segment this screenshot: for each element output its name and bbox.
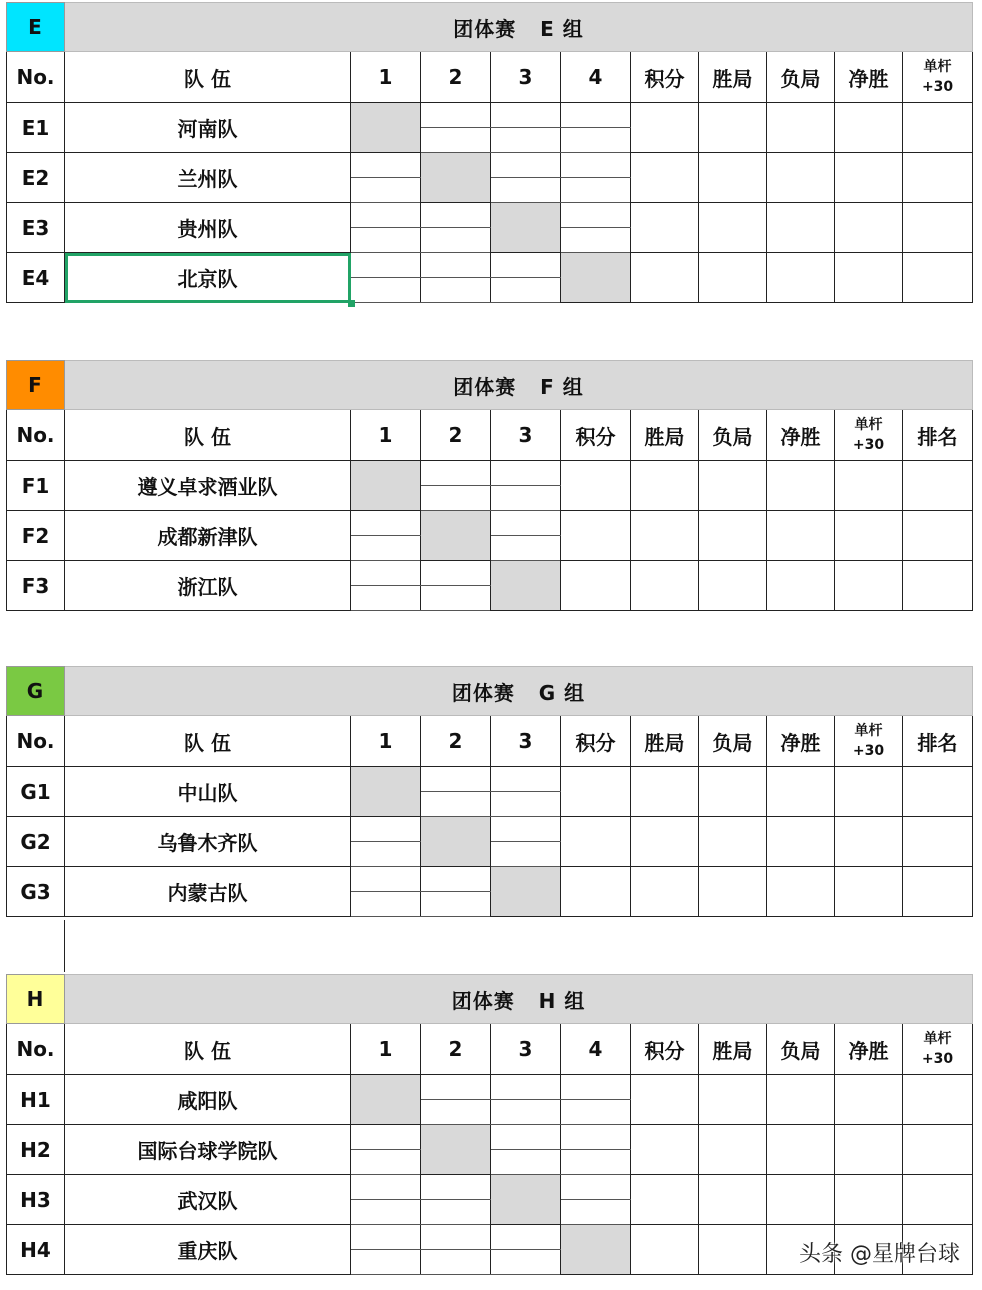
- column-header[interactable]: 净胜: [835, 1024, 903, 1075]
- team-row: [7, 253, 973, 278]
- match-score-cell[interactable]: [421, 228, 491, 253]
- match-score-cell[interactable]: [561, 1100, 631, 1125]
- match-score-cell[interactable]: [561, 1175, 631, 1200]
- match-score-cell[interactable]: [561, 128, 631, 153]
- self-match-cell[interactable]: [351, 103, 421, 153]
- stat-cell[interactable]: [561, 561, 631, 611]
- stat-cell[interactable]: [699, 1125, 767, 1175]
- match-score-cell[interactable]: [561, 1075, 631, 1100]
- stat-cell[interactable]: [835, 461, 903, 511]
- column-header[interactable]: 3: [491, 410, 561, 461]
- stat-cell[interactable]: [699, 817, 767, 867]
- team-number[interactable]: H2: [7, 1125, 65, 1175]
- match-score-cell[interactable]: [421, 586, 491, 611]
- match-score-cell[interactable]: [421, 1200, 491, 1225]
- stat-cell[interactable]: [835, 253, 903, 303]
- team-name[interactable]: 国际台球学院队: [65, 1125, 351, 1175]
- column-header[interactable]: No.: [7, 52, 65, 103]
- match-score-cell[interactable]: [351, 561, 421, 586]
- stat-cell[interactable]: [699, 253, 767, 303]
- match-score-cell[interactable]: [491, 153, 561, 178]
- stat-cell[interactable]: [767, 867, 835, 917]
- stat-cell[interactable]: [631, 103, 699, 153]
- team-row: [7, 817, 973, 842]
- team-name[interactable]: 兰州队: [65, 153, 351, 203]
- column-header[interactable]: 排名: [903, 716, 973, 767]
- team-name[interactable]: 武汉队: [65, 1175, 351, 1225]
- stat-cell[interactable]: [767, 1175, 835, 1225]
- column-header[interactable]: 2: [421, 716, 491, 767]
- column-header[interactable]: No.: [7, 1024, 65, 1075]
- match-score-cell[interactable]: [491, 103, 561, 128]
- stat-cell[interactable]: [903, 1175, 973, 1225]
- match-score-cell[interactable]: [421, 128, 491, 153]
- stat-cell[interactable]: [561, 867, 631, 917]
- team-name[interactable]: 中山队: [65, 767, 351, 817]
- column-header[interactable]: 1: [351, 410, 421, 461]
- stat-cell[interactable]: [835, 1125, 903, 1175]
- stat-cell[interactable]: [903, 561, 973, 611]
- self-match-cell[interactable]: [351, 1075, 421, 1125]
- match-score-cell[interactable]: [561, 228, 631, 253]
- stat-cell[interactable]: [699, 1075, 767, 1125]
- group-f-table: [6, 360, 972, 611]
- stat-cell[interactable]: [631, 1075, 699, 1125]
- match-score-cell[interactable]: [491, 1150, 561, 1175]
- match-score-cell[interactable]: [421, 203, 491, 228]
- stat-cell[interactable]: [631, 1175, 699, 1225]
- stat-cell[interactable]: [835, 817, 903, 867]
- team-number[interactable]: F1: [7, 461, 65, 511]
- match-score-cell[interactable]: [351, 203, 421, 228]
- column-header[interactable]: 负局: [767, 52, 835, 103]
- team-number[interactable]: H1: [7, 1075, 65, 1125]
- group-code[interactable]: H: [7, 975, 65, 1024]
- team-row: [7, 867, 973, 892]
- group-title[interactable]: 团体赛 E 组: [65, 3, 973, 52]
- column-header[interactable]: 单杆 +30: [903, 1024, 973, 1075]
- stat-cell[interactable]: [903, 103, 973, 153]
- team-name[interactable]: 北京队: [65, 253, 351, 303]
- match-score-cell[interactable]: [491, 792, 561, 817]
- team-row: [7, 203, 973, 228]
- column-header[interactable]: 负局: [699, 716, 767, 767]
- team-row: [7, 561, 973, 586]
- stat-cell[interactable]: [631, 153, 699, 203]
- team-row: [7, 103, 973, 128]
- match-score-cell[interactable]: [351, 892, 421, 917]
- stat-cell[interactable]: [903, 203, 973, 253]
- match-score-cell[interactable]: [421, 1175, 491, 1200]
- team-number[interactable]: H4: [7, 1225, 65, 1275]
- match-score-cell[interactable]: [351, 586, 421, 611]
- stat-cell[interactable]: [903, 867, 973, 917]
- match-score-cell[interactable]: [491, 817, 561, 842]
- stat-cell[interactable]: [767, 511, 835, 561]
- match-score-cell[interactable]: [421, 767, 491, 792]
- match-score-cell[interactable]: [491, 1075, 561, 1100]
- stat-cell[interactable]: [903, 461, 973, 511]
- match-score-cell[interactable]: [491, 128, 561, 153]
- stat-cell[interactable]: [767, 767, 835, 817]
- stat-cell[interactable]: [699, 561, 767, 611]
- team-row: [7, 1175, 973, 1200]
- column-header[interactable]: 负局: [699, 410, 767, 461]
- stat-cell[interactable]: [903, 817, 973, 867]
- team-name[interactable]: 咸阳队: [65, 1075, 351, 1125]
- stat-cell[interactable]: [699, 203, 767, 253]
- match-score-cell[interactable]: [421, 1225, 491, 1250]
- team-number[interactable]: F2: [7, 511, 65, 561]
- match-score-cell[interactable]: [491, 1225, 561, 1250]
- match-score-cell[interactable]: [421, 278, 491, 303]
- stat-cell[interactable]: [699, 461, 767, 511]
- self-match-cell[interactable]: [421, 511, 491, 561]
- match-score-cell[interactable]: [421, 1100, 491, 1125]
- column-header[interactable]: No.: [7, 410, 65, 461]
- stat-cell[interactable]: [767, 103, 835, 153]
- match-score-cell[interactable]: [351, 1200, 421, 1225]
- column-header[interactable]: 1: [351, 52, 421, 103]
- match-score-cell[interactable]: [421, 1250, 491, 1275]
- team-name[interactable]: 内蒙古队: [65, 867, 351, 917]
- team-name[interactable]: 河南队: [65, 103, 351, 153]
- stat-cell[interactable]: [631, 511, 699, 561]
- stat-cell[interactable]: [835, 1075, 903, 1125]
- match-score-cell[interactable]: [351, 1125, 421, 1150]
- stat-cell[interactable]: [631, 1125, 699, 1175]
- group-code[interactable]: F: [7, 361, 65, 410]
- stat-cell[interactable]: [903, 1075, 973, 1125]
- column-header[interactable]: 队 伍: [65, 716, 351, 767]
- stat-cell[interactable]: [699, 867, 767, 917]
- match-score-cell[interactable]: [351, 1175, 421, 1200]
- column-header[interactable]: 净胜: [767, 716, 835, 767]
- column-header[interactable]: No.: [7, 716, 65, 767]
- column-header[interactable]: 胜局: [631, 716, 699, 767]
- stat-cell[interactable]: [835, 153, 903, 203]
- match-score-cell[interactable]: [351, 817, 421, 842]
- self-match-cell[interactable]: [491, 203, 561, 253]
- stat-cell[interactable]: [699, 103, 767, 153]
- column-header[interactable]: 积分: [561, 716, 631, 767]
- stat-cell[interactable]: [767, 461, 835, 511]
- match-score-cell[interactable]: [561, 1150, 631, 1175]
- match-score-cell[interactable]: [421, 1075, 491, 1100]
- column-header[interactable]: 4: [561, 52, 631, 103]
- match-score-cell[interactable]: [561, 103, 631, 128]
- team-number[interactable]: E4: [7, 253, 65, 303]
- team-name[interactable]: 贵州队: [65, 203, 351, 253]
- match-score-cell[interactable]: [561, 203, 631, 228]
- match-score-cell[interactable]: [351, 867, 421, 892]
- match-score-cell[interactable]: [351, 178, 421, 203]
- column-header[interactable]: 队 伍: [65, 410, 351, 461]
- team-number[interactable]: E2: [7, 153, 65, 203]
- column-header[interactable]: 队 伍: [65, 1024, 351, 1075]
- column-header[interactable]: 1: [351, 716, 421, 767]
- match-score-cell[interactable]: [491, 461, 561, 486]
- stat-cell[interactable]: [561, 767, 631, 817]
- stat-cell[interactable]: [835, 1175, 903, 1225]
- stat-cell[interactable]: [767, 203, 835, 253]
- team-name[interactable]: 重庆队: [65, 1225, 351, 1275]
- stat-cell[interactable]: [631, 867, 699, 917]
- team-number[interactable]: F3: [7, 561, 65, 611]
- stat-cell[interactable]: [631, 461, 699, 511]
- stat-cell[interactable]: [631, 561, 699, 611]
- group-code[interactable]: E: [7, 3, 65, 52]
- match-score-cell[interactable]: [561, 1200, 631, 1225]
- stat-cell[interactable]: [835, 867, 903, 917]
- gap-divider: [64, 920, 65, 972]
- group-g-table: [6, 666, 972, 917]
- team-number[interactable]: E1: [7, 103, 65, 153]
- match-score-cell[interactable]: [491, 842, 561, 867]
- column-header[interactable]: 2: [421, 410, 491, 461]
- column-header[interactable]: 4: [561, 1024, 631, 1075]
- match-score-cell[interactable]: [491, 1125, 561, 1150]
- stat-cell[interactable]: [561, 461, 631, 511]
- group-title[interactable]: 团体赛 H 组: [65, 975, 973, 1024]
- column-header[interactable]: 3: [491, 1024, 561, 1075]
- match-score-cell[interactable]: [491, 511, 561, 536]
- match-score-cell[interactable]: [351, 1225, 421, 1250]
- stat-cell[interactable]: [767, 817, 835, 867]
- match-score-cell[interactable]: [491, 486, 561, 511]
- column-header[interactable]: 单杆 +30: [835, 716, 903, 767]
- match-score-cell[interactable]: [351, 511, 421, 536]
- team-number[interactable]: H3: [7, 1175, 65, 1225]
- match-score-cell[interactable]: [421, 253, 491, 278]
- team-row: [7, 1125, 973, 1150]
- stat-cell[interactable]: [561, 511, 631, 561]
- team-number[interactable]: E3: [7, 203, 65, 253]
- stat-cell[interactable]: [903, 1125, 973, 1175]
- column-header[interactable]: 积分: [631, 1024, 699, 1075]
- match-score-cell[interactable]: [421, 461, 491, 486]
- team-name[interactable]: 成都新津队: [65, 511, 351, 561]
- team-row: [7, 511, 973, 536]
- column-header[interactable]: 2: [421, 52, 491, 103]
- match-score-cell[interactable]: [491, 536, 561, 561]
- stat-cell[interactable]: [767, 153, 835, 203]
- stat-cell[interactable]: [561, 817, 631, 867]
- stat-cell[interactable]: [699, 511, 767, 561]
- column-header[interactable]: 积分: [561, 410, 631, 461]
- column-header[interactable]: 排名: [903, 410, 973, 461]
- stat-cell[interactable]: [835, 203, 903, 253]
- column-header[interactable]: 负局: [767, 1024, 835, 1075]
- match-score-cell[interactable]: [421, 103, 491, 128]
- column-header[interactable]: 单杆 +30: [903, 52, 973, 103]
- stat-cell[interactable]: [903, 511, 973, 561]
- self-match-cell[interactable]: [491, 1175, 561, 1225]
- team-row: [7, 153, 973, 178]
- stat-cell[interactable]: [699, 153, 767, 203]
- match-score-cell[interactable]: [351, 228, 421, 253]
- team-name[interactable]: 遵义卓求酒业队: [65, 461, 351, 511]
- team-number[interactable]: G1: [7, 767, 65, 817]
- team-number[interactable]: G2: [7, 817, 65, 867]
- column-header[interactable]: 胜局: [699, 52, 767, 103]
- stat-cell[interactable]: [631, 817, 699, 867]
- team-name[interactable]: 乌鲁木齐队: [65, 817, 351, 867]
- stat-cell[interactable]: [767, 1125, 835, 1175]
- stat-cell[interactable]: [767, 561, 835, 611]
- match-score-cell[interactable]: [421, 486, 491, 511]
- stat-cell[interactable]: [699, 1225, 767, 1275]
- match-score-cell[interactable]: [421, 867, 491, 892]
- match-score-cell[interactable]: [421, 892, 491, 917]
- match-score-cell[interactable]: [351, 278, 421, 303]
- stat-cell[interactable]: [903, 153, 973, 203]
- column-header[interactable]: 3: [491, 52, 561, 103]
- column-header[interactable]: 2: [421, 1024, 491, 1075]
- match-score-cell[interactable]: [351, 153, 421, 178]
- match-score-cell[interactable]: [491, 767, 561, 792]
- match-score-cell[interactable]: [351, 842, 421, 867]
- column-header[interactable]: 净胜: [767, 410, 835, 461]
- self-match-cell[interactable]: [421, 153, 491, 203]
- self-match-cell[interactable]: [561, 253, 631, 303]
- stat-cell[interactable]: [767, 1075, 835, 1125]
- group-title[interactable]: 团体赛 F 组: [65, 361, 973, 410]
- column-header[interactable]: 净胜: [835, 52, 903, 103]
- group-title[interactable]: 团体赛 G 组: [65, 667, 973, 716]
- team-number[interactable]: G3: [7, 867, 65, 917]
- match-score-cell[interactable]: [351, 1150, 421, 1175]
- match-score-cell[interactable]: [561, 1125, 631, 1150]
- column-header[interactable]: 积分: [631, 52, 699, 103]
- match-score-cell[interactable]: [561, 153, 631, 178]
- match-score-cell[interactable]: [351, 536, 421, 561]
- stat-cell[interactable]: [631, 253, 699, 303]
- match-score-cell[interactable]: [491, 1250, 561, 1275]
- group-e-table: [6, 2, 972, 303]
- watermark: 头条 @星牌台球: [799, 1242, 960, 1267]
- self-match-cell[interactable]: [351, 461, 421, 511]
- team-row: [7, 767, 973, 792]
- self-match-cell[interactable]: [561, 1225, 631, 1275]
- stat-cell[interactable]: [699, 1175, 767, 1225]
- stat-cell[interactable]: [903, 767, 973, 817]
- column-header[interactable]: 单杆 +30: [835, 410, 903, 461]
- match-score-cell[interactable]: [491, 253, 561, 278]
- match-score-cell[interactable]: [561, 178, 631, 203]
- match-score-cell[interactable]: [491, 278, 561, 303]
- self-match-cell[interactable]: [421, 1125, 491, 1175]
- stat-cell[interactable]: [631, 203, 699, 253]
- group-h-table: [6, 974, 972, 1275]
- team-row: [7, 461, 973, 486]
- stat-cell[interactable]: [903, 253, 973, 303]
- stat-cell[interactable]: [835, 561, 903, 611]
- self-match-cell[interactable]: [491, 867, 561, 917]
- stat-cell[interactable]: [835, 767, 903, 817]
- match-score-cell[interactable]: [421, 792, 491, 817]
- stat-cell[interactable]: [767, 253, 835, 303]
- team-name[interactable]: 浙江队: [65, 561, 351, 611]
- match-score-cell[interactable]: [351, 1250, 421, 1275]
- group-code[interactable]: G: [7, 667, 65, 716]
- stat-cell[interactable]: [631, 1225, 699, 1275]
- column-header[interactable]: 胜局: [631, 410, 699, 461]
- match-score-cell[interactable]: [421, 561, 491, 586]
- stat-cell[interactable]: [699, 767, 767, 817]
- self-match-cell[interactable]: [351, 767, 421, 817]
- team-row: [7, 1075, 973, 1100]
- column-header[interactable]: 队 伍: [65, 52, 351, 103]
- match-score-cell[interactable]: [491, 1100, 561, 1125]
- self-match-cell[interactable]: [491, 561, 561, 611]
- match-score-cell[interactable]: [351, 253, 421, 278]
- column-header[interactable]: 3: [491, 716, 561, 767]
- stat-cell[interactable]: [835, 511, 903, 561]
- column-header[interactable]: 胜局: [699, 1024, 767, 1075]
- self-match-cell[interactable]: [421, 817, 491, 867]
- stat-cell[interactable]: [631, 767, 699, 817]
- column-header[interactable]: 1: [351, 1024, 421, 1075]
- match-score-cell[interactable]: [491, 178, 561, 203]
- stat-cell[interactable]: [835, 103, 903, 153]
